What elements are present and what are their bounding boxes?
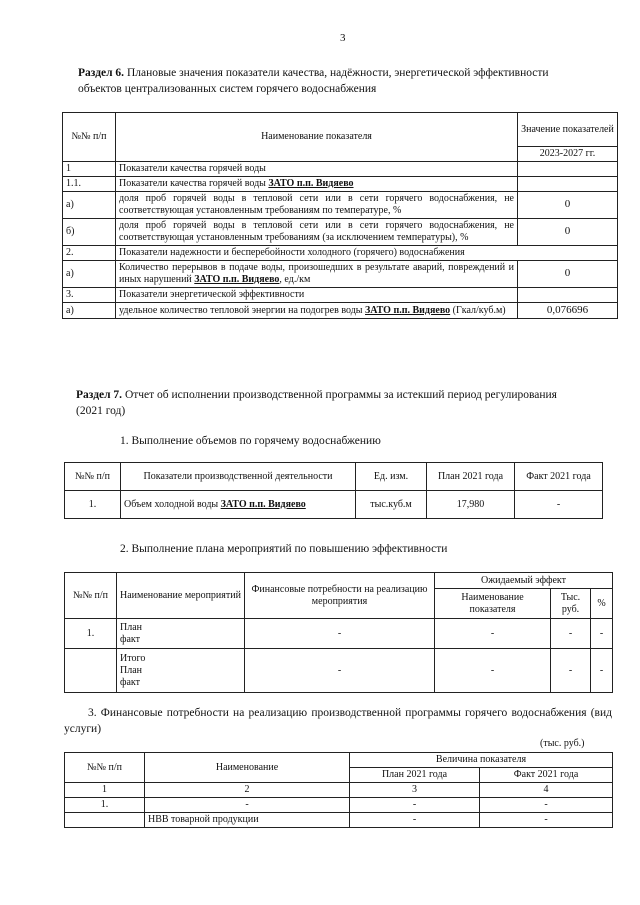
col-name-header: Наименование показателя	[116, 113, 518, 162]
row-pct: -	[591, 649, 613, 693]
col-index: 2	[145, 783, 350, 798]
row-num: 1.	[65, 491, 121, 519]
row-text: Показатели надежности и бесперебойности холодного (горячего) водоснабжения	[116, 246, 618, 261]
row-value	[518, 162, 618, 177]
row-num: а)	[63, 261, 116, 288]
col-effect-header: Ожидаемый эффект	[435, 573, 613, 589]
row-num: 1	[63, 162, 116, 177]
section6-title	[78, 66, 558, 97]
row-num: 1.	[65, 798, 145, 813]
row-num: а)	[63, 303, 116, 319]
row-fin: -	[245, 649, 435, 693]
org-name: ЗАТО п.п. Видяево	[220, 498, 306, 510]
row-num: 3.	[63, 288, 116, 303]
row-text: Показатели качества горячей воды ЗАТО п.п. Видяево	[116, 177, 518, 192]
col-index: 4	[480, 783, 613, 798]
row-text: удельное количество тепловой энергии на подогрев воды ЗАТО п.п. Видяево (Гкал/куб.м)	[116, 303, 518, 319]
sub1-heading: 1. Выполнение объемов по горячему водоснабжению	[120, 435, 381, 447]
page-number: 3	[340, 32, 346, 44]
row-rub: -	[551, 619, 591, 649]
col-name-header: Наименование мероприятий	[117, 573, 245, 619]
col-num-header: №№ п/п	[63, 113, 116, 162]
col-unit-header: Ед. изм.	[356, 463, 427, 491]
row-text: доля проб горячей воды в тепловой сети или в сети горячего водоснабжения, не соответствующая установленным требованиям (за исключением температуры), %	[116, 219, 518, 246]
row-name: Итого План факт	[117, 649, 245, 693]
col-rub-header: Тыс. руб.	[551, 589, 591, 619]
col-plan-header: План 2021 года	[350, 768, 480, 783]
row-text: Показатели качества горячей воды	[116, 162, 518, 177]
row-plan: 17,980	[427, 491, 515, 519]
row-fact: -	[480, 798, 613, 813]
col-value-header: Величина показателя	[350, 753, 613, 768]
measures-table	[64, 572, 613, 693]
org-name: ЗАТО п.п. Видяево	[268, 178, 354, 189]
section6-title-text: Плановые значения показатели качества, надёжности, энергетической эффективности объектов централизованных систем горячего водоснабжения	[78, 67, 549, 95]
org-name: ЗАТО п.п. Видяево	[194, 274, 280, 285]
col-index: 1	[65, 783, 145, 798]
col-ind-header: Наименование показателя	[435, 589, 551, 619]
row-fact: -	[480, 813, 613, 828]
row-name: Объем холодной воды ЗАТО п.п. Видяево	[121, 491, 356, 519]
col-name-header: Показатели производственной деятельности	[121, 463, 356, 491]
row-num: 2.	[63, 246, 116, 261]
col-name-header: Наименование	[145, 753, 350, 783]
row-name: НВВ товарной продукции	[145, 813, 350, 828]
row-value	[518, 177, 618, 192]
col-num-header: №№ п/п	[65, 753, 145, 783]
row-num	[65, 813, 145, 828]
row-value: 0	[518, 192, 618, 219]
section6-table	[62, 112, 618, 319]
col-num-header: №№ п/п	[65, 463, 121, 491]
col-num-header: №№ п/п	[65, 573, 117, 619]
row-num: а)	[63, 192, 116, 219]
row-num	[65, 649, 117, 693]
row-fin: -	[245, 619, 435, 649]
row-text: Количество перерывов в подаче воды, произошедших в результате аварий, повреждений и иных нарушений ЗАТО п.п. Видяево, ед./км	[116, 261, 518, 288]
col-fin-header: Финансовые потребности на реализацию мероприятия	[245, 573, 435, 619]
section7-label: Раздел 7.	[76, 389, 123, 401]
row-plan: -	[350, 798, 480, 813]
col-index: 3	[350, 783, 480, 798]
row-value	[518, 288, 618, 303]
section6-label: Раздел 6.	[78, 67, 125, 79]
col-plan-header: План 2021 года	[427, 463, 515, 491]
row-value: 0	[518, 261, 618, 288]
volume-table	[64, 462, 603, 519]
row-num: б)	[63, 219, 116, 246]
row-num: 1.1.	[63, 177, 116, 192]
row-value: 0,076696	[518, 303, 618, 319]
section7-title	[76, 388, 566, 419]
row-ind: -	[435, 649, 551, 693]
row-text: доля проб горячей воды в тепловой сети или в сети горячего водоснабжения, не соответствующая установленным требованиям по температуре, %	[116, 192, 518, 219]
sub2-heading: 2. Выполнение плана мероприятий по повышению эффективности	[120, 543, 448, 555]
org-name: ЗАТО п.п. Видяево	[365, 304, 451, 316]
section7-title-text: Отчет об исполнении производственной программы за истекший период регулирования (2021 год)	[76, 389, 557, 417]
sub3-heading: 3. Финансовые потребности на реализацию производственной программы горячего водоснабжения (вид услуги)	[64, 707, 612, 735]
row-text: Показатели энергетической эффективности	[116, 288, 518, 303]
row-pct: -	[591, 619, 613, 649]
col-fact-header: Факт 2021 года	[515, 463, 603, 491]
row-num: 1.	[65, 619, 117, 649]
row-value: 0	[518, 219, 618, 246]
col-period-header: 2023-2027 гг.	[518, 147, 618, 162]
row-name: -	[145, 798, 350, 813]
col-fact-header: Факт 2021 года	[480, 768, 613, 783]
row-name: План факт	[117, 619, 245, 649]
row-fact: -	[515, 491, 603, 519]
col-value-header: Значение показателей	[518, 113, 618, 147]
unit-note: (тыс. руб.)	[540, 738, 585, 749]
row-rub: -	[551, 649, 591, 693]
finance-table	[64, 752, 613, 828]
row-ind: -	[435, 619, 551, 649]
row-plan: -	[350, 813, 480, 828]
row-unit: тыс.куб.м	[356, 491, 427, 519]
col-pct-header: %	[591, 589, 613, 619]
